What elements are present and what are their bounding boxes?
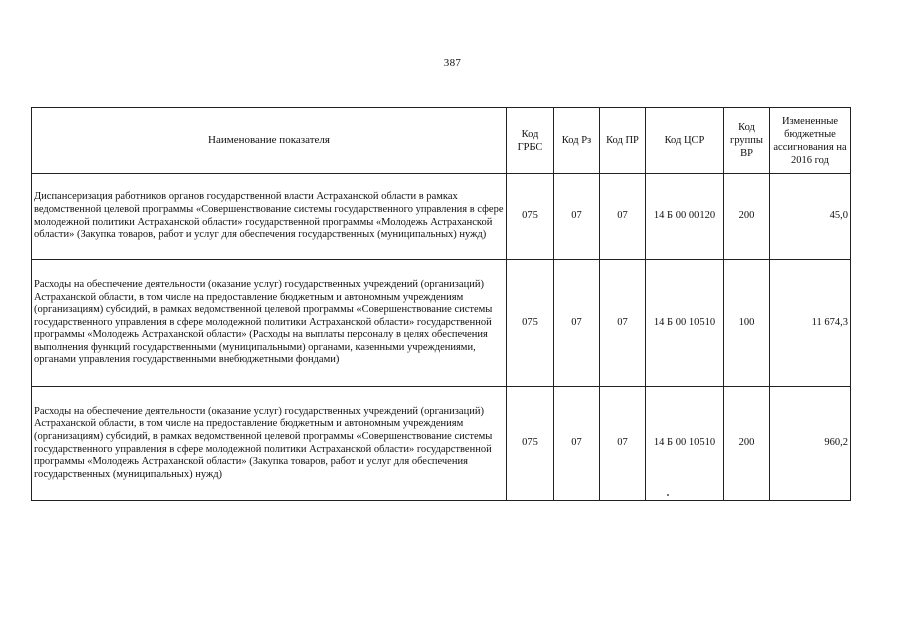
row-amount: 11 674,3 [770, 260, 851, 387]
header-pr: Код ПР [600, 108, 646, 174]
row-rz: 07 [554, 260, 600, 387]
scan-speck [667, 494, 669, 496]
header-csr: Код ЦСР [646, 108, 724, 174]
page-number: 387 [443, 57, 462, 69]
row-csr: 14 Б 00 10510 [646, 260, 724, 387]
row-pr: 07 [600, 174, 646, 260]
row-name: Диспансеризация работников органов государственной власти Астраханской области в рамках ведомственной целевой программы «Совершенствование системы государственного управления в сфере молодежной политики Астраханской области» государственной программы «Молодежь Астраханской области» (Закупка товаров, работ и услуг для обеспечения государственных (муниципальных) нужд) [32, 174, 507, 260]
budget-table [31, 107, 851, 501]
header-amount: Измененные бюджетные ассигнования на 2016 год [770, 108, 851, 174]
table-row [32, 260, 851, 387]
row-name: Расходы на обеспечение деятельности (оказание услуг) государственных учреждений (организаций) Астраханской области, в том числе на предоставление бюджетным и автономным учреждениям (организациям) субсидий, в рамках ведомственной целевой программы «Совершенствование системы государственного управления в сфере молодежной политики Астраханской области» государственной программы «Молодежь Астраханской области» (Закупка товаров, работ и услуг для обеспечения государственных (муниципальных) нужд) [32, 387, 507, 501]
row-rz: 07 [554, 174, 600, 260]
row-vr: 100 [724, 260, 770, 387]
row-grbs: 075 [507, 260, 554, 387]
table-header-row [32, 108, 851, 174]
row-vr: 200 [724, 387, 770, 501]
header-vr: Код группы ВР [724, 108, 770, 174]
row-csr: 14 Б 00 00120 [646, 174, 724, 260]
row-vr: 200 [724, 174, 770, 260]
table-row [32, 387, 851, 501]
row-amount: 960,2 [770, 387, 851, 501]
row-rz: 07 [554, 387, 600, 501]
row-pr: 07 [600, 260, 646, 387]
row-pr: 07 [600, 387, 646, 501]
header-name: Наименование показателя [32, 108, 507, 174]
row-name: Расходы на обеспечение деятельности (оказание услуг) государственных учреждений (организаций) Астраханской области, в том числе на предоставление бюджетным и автономным учреждениям (организациям) субсидий, в рамках ведомственной целевой программы «Совершенствование системы государственного управления в сфере молодежной политики Астраханской области» государственной программы «Молодежь Астраханской области» (Расходы на выплаты персоналу в целях обеспечения выполнения функций государственными (муниципальными) органами, казенными учреждениями, органами управления государственными внебюджетными фондами) [32, 260, 507, 387]
row-grbs: 075 [507, 174, 554, 260]
row-amount: 45,0 [770, 174, 851, 260]
header-rz: Код Рз [554, 108, 600, 174]
row-csr: 14 Б 00 10510 [646, 387, 724, 501]
row-grbs: 075 [507, 387, 554, 501]
table-row [32, 174, 851, 260]
header-grbs: Код ГРБС [507, 108, 554, 174]
